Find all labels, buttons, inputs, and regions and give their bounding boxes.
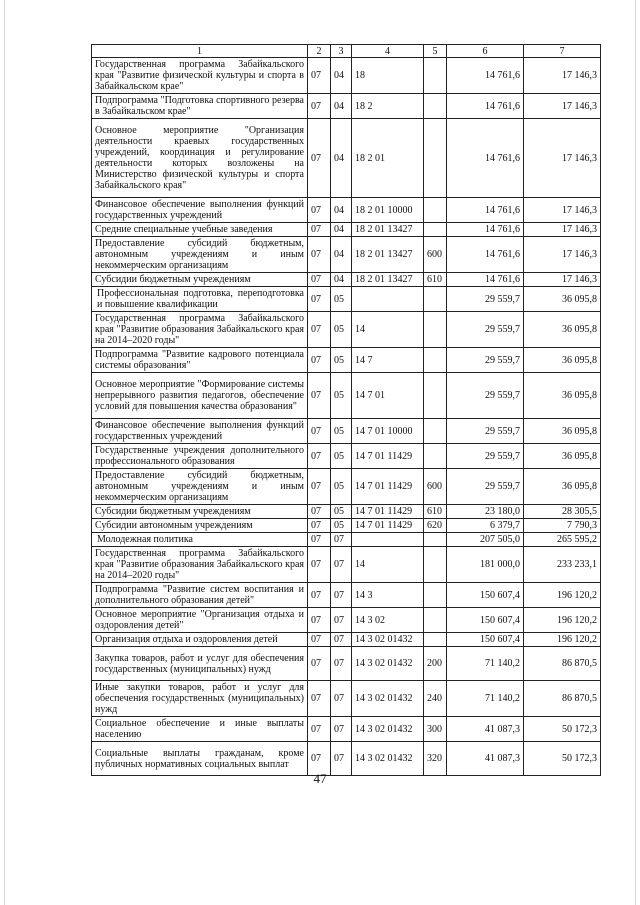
section-code-cell: 07 [308, 647, 331, 681]
amount-year-2-cell: 7 790,3 [524, 519, 601, 533]
section-code-cell: 07 [308, 633, 331, 647]
amount-year-1-cell: 41 087,3 [447, 742, 524, 776]
amount-year-2-cell: 36 095,8 [524, 348, 601, 373]
subsection-code-cell: 04 [331, 94, 352, 119]
section-code-cell: 07 [308, 717, 331, 742]
expense-type-cell [424, 533, 447, 547]
subsection-code-cell: 04 [331, 198, 352, 223]
row-name-cell: Финансовое обеспечение выполнения функций государственных учреждений [92, 419, 308, 444]
expense-type-cell: 320 [424, 742, 447, 776]
amount-year-2-cell: 36 095,8 [524, 287, 601, 312]
table-row [92, 533, 601, 547]
amount-year-1-cell: 29 559,7 [447, 419, 524, 444]
section-code-cell: 07 [308, 519, 331, 533]
subsection-code-cell: 04 [331, 237, 352, 273]
amount-year-2-cell: 36 095,8 [524, 312, 601, 348]
subsection-code-cell: 04 [331, 58, 352, 94]
table-row [92, 273, 601, 287]
amount-year-2-cell: 17 146,3 [524, 237, 601, 273]
expense-type-cell: 610 [424, 273, 447, 287]
row-name-cell: Подпрограмма "Развитие кадрового потенциала системы образования" [92, 348, 308, 373]
page-right-edge [635, 0, 636, 905]
subsection-code-cell: 05 [331, 373, 352, 419]
row-name-cell: Основное мероприятие "Формирование системы непрерывного развития педагогов, обеспечение условий для повышения качества образования" [92, 373, 308, 419]
amount-year-1-cell: 14 761,6 [447, 94, 524, 119]
amount-year-2-cell: 196 120,2 [524, 608, 601, 633]
section-code-cell: 07 [308, 505, 331, 519]
amount-year-2-cell: 50 172,3 [524, 717, 601, 742]
section-code-cell: 07 [308, 742, 331, 776]
subsection-code-cell: 07 [331, 583, 352, 608]
subsection-code-cell: 07 [331, 633, 352, 647]
amount-year-1-cell: 150 607,4 [447, 608, 524, 633]
amount-year-1-cell: 71 140,2 [447, 681, 524, 717]
row-name-cell: Предоставление субсидий бюджетным, автономным учреждениям и иным некоммерческим организациям [92, 237, 308, 273]
target-article-cell [352, 533, 424, 547]
table-body [92, 58, 601, 776]
amount-year-2-cell: 17 146,3 [524, 223, 601, 237]
section-code-cell: 07 [308, 58, 331, 94]
table-row [92, 58, 601, 94]
row-name-cell: Государственные учреждения дополнительного профессионального образования [92, 444, 308, 469]
row-name-cell: Социальное обеспечение и иные выплаты населению [92, 717, 308, 742]
table-row [92, 94, 601, 119]
amount-year-1-cell: 29 559,7 [447, 469, 524, 505]
amount-year-1-cell: 29 559,7 [447, 373, 524, 419]
subsection-code-cell: 05 [331, 348, 352, 373]
expense-type-cell [424, 419, 447, 444]
table-row [92, 717, 601, 742]
target-article-cell: 14 7 01 [352, 373, 424, 419]
budget-table [91, 44, 601, 776]
table-row [92, 287, 601, 312]
section-code-cell: 07 [308, 583, 331, 608]
amount-year-2-cell: 196 120,2 [524, 583, 601, 608]
amount-year-1-cell: 29 559,7 [447, 312, 524, 348]
amount-year-1-cell: 29 559,7 [447, 348, 524, 373]
section-code-cell: 07 [308, 287, 331, 312]
amount-year-2-cell: 17 146,3 [524, 94, 601, 119]
amount-year-1-cell: 14 761,6 [447, 119, 524, 198]
row-name-cell: Профессиональная подготовка, переподготовка и повышение квалификации [92, 287, 308, 312]
expense-type-cell [424, 58, 447, 94]
target-article-cell: 14 7 01 11429 [352, 519, 424, 533]
expense-type-cell [424, 373, 447, 419]
target-article-cell: 14 7 01 11429 [352, 444, 424, 469]
section-code-cell: 07 [308, 119, 331, 198]
subsection-code-cell: 05 [331, 312, 352, 348]
table-row [92, 348, 601, 373]
table-row [92, 223, 601, 237]
amount-year-2-cell: 265 595,2 [524, 533, 601, 547]
target-article-cell: 18 [352, 58, 424, 94]
table-row [92, 505, 601, 519]
subsection-code-cell: 07 [331, 717, 352, 742]
row-name-cell: Подпрограмма "Подготовка спортивного резерва в Забайкальском крае" [92, 94, 308, 119]
table-row [92, 237, 601, 273]
amount-year-1-cell: 41 087,3 [447, 717, 524, 742]
page-left-edge [4, 0, 5, 905]
row-name-cell: Молодежная политика [92, 533, 308, 547]
header-cell-4: 4 [352, 45, 424, 58]
row-name-cell: Подпрограмма "Развитие систем воспитания и дополнительного образования детей" [92, 583, 308, 608]
amount-year-1-cell: 14 761,6 [447, 273, 524, 287]
amount-year-2-cell: 17 146,3 [524, 119, 601, 198]
amount-year-2-cell: 233 233,1 [524, 547, 601, 583]
target-article-cell: 18 2 01 13427 [352, 223, 424, 237]
target-article-cell: 18 2 01 13427 [352, 237, 424, 273]
amount-year-2-cell: 36 095,8 [524, 419, 601, 444]
row-name-cell: Основное мероприятие "Организация отдыха и оздоровления детей" [92, 608, 308, 633]
amount-year-1-cell: 29 559,7 [447, 444, 524, 469]
table-header-row [92, 45, 601, 58]
target-article-cell: 14 7 01 10000 [352, 419, 424, 444]
expense-type-cell [424, 608, 447, 633]
amount-year-1-cell: 71 140,2 [447, 647, 524, 681]
row-name-cell: Субсидии бюджетным учреждениям [92, 505, 308, 519]
table-row [92, 647, 601, 681]
expense-type-cell: 240 [424, 681, 447, 717]
amount-year-1-cell: 6 379,7 [447, 519, 524, 533]
section-code-cell: 07 [308, 273, 331, 287]
expense-type-cell: 610 [424, 505, 447, 519]
target-article-cell: 14 [352, 547, 424, 583]
amount-year-1-cell: 207 505,0 [447, 533, 524, 547]
target-article-cell: 14 3 [352, 583, 424, 608]
subsection-code-cell: 05 [331, 444, 352, 469]
row-name-cell: Средние специальные учебные заведения [92, 223, 308, 237]
amount-year-2-cell: 17 146,3 [524, 58, 601, 94]
amount-year-2-cell: 86 870,5 [524, 647, 601, 681]
expense-type-cell: 600 [424, 469, 447, 505]
subsection-code-cell: 04 [331, 223, 352, 237]
table-row [92, 198, 601, 223]
expense-type-cell [424, 312, 447, 348]
amount-year-1-cell: 23 180,0 [447, 505, 524, 519]
amount-year-1-cell: 181 000,0 [447, 547, 524, 583]
row-name-cell: Государственная программа Забайкальского края "Развитие физической культуры и спорта в Забайкальском крае" [92, 58, 308, 94]
row-name-cell: Закупка товаров, работ и услуг для обеспечения государственных (муниципальных) нужд [92, 647, 308, 681]
section-code-cell: 07 [308, 348, 331, 373]
section-code-cell: 07 [308, 681, 331, 717]
table-row [92, 312, 601, 348]
target-article-cell: 14 3 02 01432 [352, 633, 424, 647]
expense-type-cell: 620 [424, 519, 447, 533]
expense-type-cell [424, 119, 447, 198]
target-article-cell [352, 287, 424, 312]
table-row [92, 633, 601, 647]
table-row [92, 419, 601, 444]
section-code-cell: 07 [308, 312, 331, 348]
row-name-cell: Иные закупки товаров, работ и услуг для обеспечения государственных (муниципальных) нужд [92, 681, 308, 717]
expense-type-cell: 600 [424, 237, 447, 273]
amount-year-2-cell: 36 095,8 [524, 469, 601, 505]
amount-year-2-cell: 86 870,5 [524, 681, 601, 717]
subsection-code-cell: 07 [331, 647, 352, 681]
row-name-cell: Социальные выплаты гражданам, кроме публичных нормативных социальных выплат [92, 742, 308, 776]
amount-year-2-cell: 17 146,3 [524, 273, 601, 287]
section-code-cell: 07 [308, 237, 331, 273]
amount-year-1-cell: 150 607,4 [447, 583, 524, 608]
row-name-cell: Субсидии автономным учреждениям [92, 519, 308, 533]
target-article-cell: 14 7 [352, 348, 424, 373]
section-code-cell: 07 [308, 533, 331, 547]
target-article-cell: 14 7 01 11429 [352, 469, 424, 505]
subsection-code-cell: 05 [331, 419, 352, 444]
expense-type-cell [424, 198, 447, 223]
subsection-code-cell: 05 [331, 519, 352, 533]
target-article-cell: 14 3 02 01432 [352, 717, 424, 742]
target-article-cell: 14 3 02 [352, 608, 424, 633]
row-name-cell: Государственная программа Забайкальского края "Развитие образования Забайкальского края на 2014–2020 годы" [92, 547, 308, 583]
target-article-cell: 18 2 01 [352, 119, 424, 198]
amount-year-2-cell: 196 120,2 [524, 633, 601, 647]
expense-type-cell: 200 [424, 647, 447, 681]
table-row [92, 519, 601, 533]
section-code-cell: 07 [308, 547, 331, 583]
header-cell-2: 2 [308, 45, 331, 58]
subsection-code-cell: 07 [331, 533, 352, 547]
expense-type-cell [424, 547, 447, 583]
table-row [92, 119, 601, 198]
table-row [92, 469, 601, 505]
table-row [92, 608, 601, 633]
table-row [92, 444, 601, 469]
target-article-cell: 18 2 01 13427 [352, 273, 424, 287]
target-article-cell: 14 7 01 11429 [352, 505, 424, 519]
row-name-cell: Предоставление субсидий бюджетным, автономным учреждениям и иным некоммерческим организациям [92, 469, 308, 505]
expense-type-cell [424, 444, 447, 469]
subsection-code-cell: 07 [331, 608, 352, 633]
table-row [92, 373, 601, 419]
row-name-cell: Государственная программа Забайкальского края "Развитие образования Забайкальского края на 2014–2020 годы" [92, 312, 308, 348]
header-cell-6: 6 [447, 45, 524, 58]
expense-type-cell [424, 287, 447, 312]
table-row [92, 583, 601, 608]
section-code-cell: 07 [308, 608, 331, 633]
table-row [92, 547, 601, 583]
expense-type-cell [424, 94, 447, 119]
expense-type-cell: 300 [424, 717, 447, 742]
section-code-cell: 07 [308, 419, 331, 444]
row-name-cell: Организация отдыха и оздоровления детей [92, 633, 308, 647]
amount-year-1-cell: 14 761,6 [447, 58, 524, 94]
section-code-cell: 07 [308, 373, 331, 419]
amount-year-2-cell: 50 172,3 [524, 742, 601, 776]
target-article-cell: 14 3 02 01432 [352, 681, 424, 717]
section-code-cell: 07 [308, 94, 331, 119]
subsection-code-cell: 04 [331, 119, 352, 198]
header-cell-7: 7 [524, 45, 601, 58]
target-article-cell: 14 [352, 312, 424, 348]
header-cell-3: 3 [331, 45, 352, 58]
section-code-cell: 07 [308, 223, 331, 237]
header-cell-1: 1 [92, 45, 308, 58]
row-name-cell: Основное мероприятие "Организация деятельности краевых государственных учреждений, координация и регулирование деятельности которых возложены на Министерство физической культуры и спорта Забайкальского края" [92, 119, 308, 198]
page-number: 47 [313, 771, 327, 786]
target-article-cell: 18 2 01 10000 [352, 198, 424, 223]
amount-year-1-cell: 14 761,6 [447, 198, 524, 223]
expense-type-cell [424, 223, 447, 237]
amount-year-1-cell: 14 761,6 [447, 237, 524, 273]
row-name-cell: Финансовое обеспечение выполнения функций государственных учреждений [92, 198, 308, 223]
target-article-cell: 18 2 [352, 94, 424, 119]
amount-year-2-cell: 28 305,5 [524, 505, 601, 519]
target-article-cell: 14 3 02 01432 [352, 742, 424, 776]
subsection-code-cell: 07 [331, 742, 352, 776]
table-row [92, 681, 601, 717]
amount-year-1-cell: 14 761,6 [447, 223, 524, 237]
subsection-code-cell: 05 [331, 505, 352, 519]
section-code-cell: 07 [308, 444, 331, 469]
target-article-cell: 14 3 02 01432 [352, 647, 424, 681]
section-code-cell: 07 [308, 198, 331, 223]
header-cell-5: 5 [424, 45, 447, 58]
subsection-code-cell: 07 [331, 681, 352, 717]
subsection-code-cell: 05 [331, 287, 352, 312]
amount-year-2-cell: 36 095,8 [524, 444, 601, 469]
amount-year-2-cell: 17 146,3 [524, 198, 601, 223]
subsection-code-cell: 07 [331, 547, 352, 583]
subsection-code-cell: 04 [331, 273, 352, 287]
amount-year-1-cell: 29 559,7 [447, 287, 524, 312]
expense-type-cell [424, 583, 447, 608]
expense-type-cell [424, 348, 447, 373]
section-code-cell: 07 [308, 469, 331, 505]
subsection-code-cell: 05 [331, 469, 352, 505]
row-name-cell: Субсидии бюджетным учреждениям [92, 273, 308, 287]
amount-year-1-cell: 150 607,4 [447, 633, 524, 647]
expense-type-cell [424, 633, 447, 647]
amount-year-2-cell: 36 095,8 [524, 373, 601, 419]
